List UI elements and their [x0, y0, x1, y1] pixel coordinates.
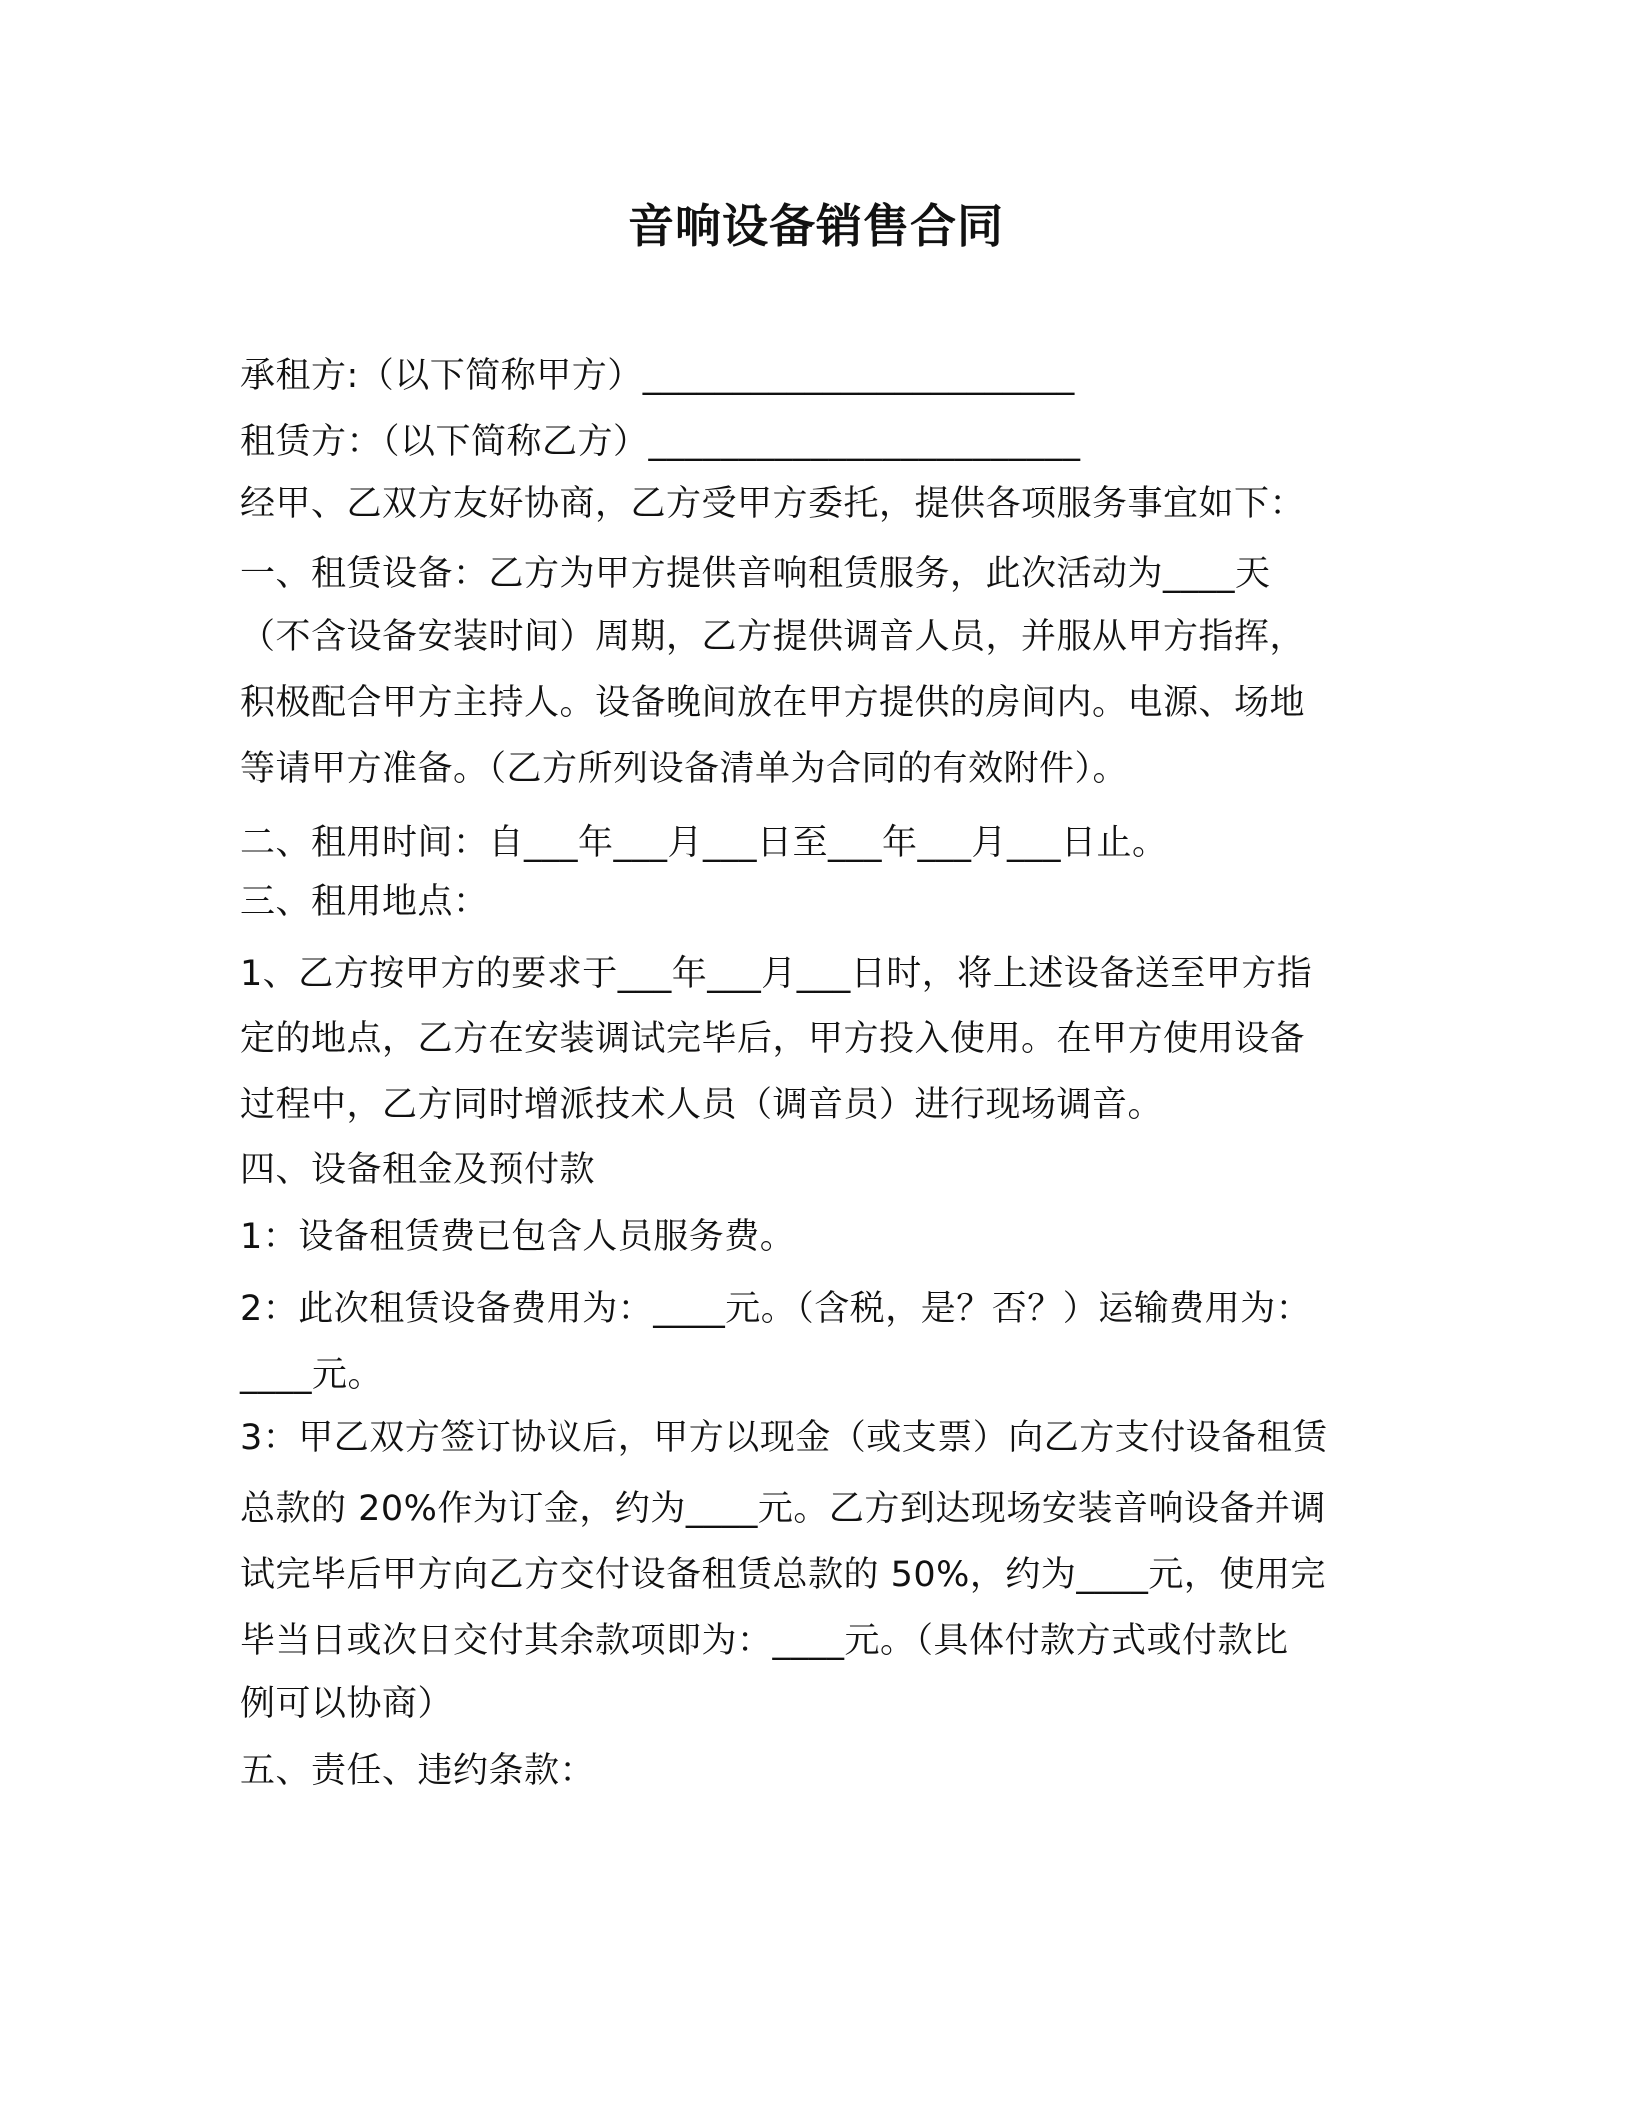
- party-a-line: 承租方:（以下简称甲方）________________________: [240, 356, 1075, 396]
- clause-1-line-1: 一、租赁设备：乙方为甲方提供音响租赁服务，此次活动为____天: [240, 554, 1271, 594]
- clause-3-item-1-line-3: 过程中，乙方同时增派技术人员（调音员）进行现场调音。: [240, 1085, 1164, 1125]
- clause-1-line-3: 积极配合甲方主持人。设备晚间放在甲方提供的房间内。电源、场地: [240, 683, 1306, 723]
- clause-3-heading: 三、租用地点：: [240, 882, 489, 922]
- document-title: 音响设备销售合同: [628, 199, 1004, 253]
- clause-4-item-3-line-3: 试完毕后甲方向乙方交付设备租赁总款的 50%，约为____元，使用完: [240, 1555, 1326, 1595]
- clause-5-heading: 五、责任、违约条款：: [240, 1751, 596, 1791]
- party-b-line: 租赁方：（以下简称乙方）________________________: [240, 422, 1081, 462]
- clause-3-item-1-line-2: 定的地点，乙方在安装调试完毕后，甲方投入使用。在甲方使用设备: [240, 1019, 1306, 1059]
- clause-4-item-3-line-2: 总款的 20%作为订金，约为____元。乙方到达现场安装音响设备并调: [240, 1489, 1326, 1529]
- clause-4-heading: 四、设备租金及预付款: [240, 1150, 596, 1190]
- clause-4-item-1: 1：设备租赁费已包含人员服务费。: [240, 1217, 796, 1257]
- clause-1-line-4: 等请甲方准备。（乙方所列设备清单为合同的有效附件）。: [240, 749, 1129, 789]
- intro-line: 经甲、乙双方友好协商，乙方受甲方委托，提供各项服务事宜如下：: [240, 484, 1306, 524]
- clause-4-item-2-line-2: ____元。: [240, 1355, 384, 1395]
- clause-4-item-3-line-5: 例可以协商）: [240, 1684, 454, 1724]
- clause-3-item-1-line-1: 1、乙方按甲方的要求于___年___月___日时，将上述设备送至甲方指: [240, 954, 1313, 994]
- clause-4-item-3-line-4: 毕当日或次日交付其余款项即为：____元。（具体付款方式或付款比: [240, 1621, 1289, 1661]
- clause-4-item-2-line-1: 2：此次租赁设备费用为：____元。（含税，是？否？）运输费用为：: [240, 1289, 1312, 1329]
- clause-1-line-2: （不含设备安装时间）周期，乙方提供调音人员，并服从甲方指挥，: [240, 617, 1306, 657]
- clause-2-line: 二、租用时间：自___年___月___日至___年___月___日止。: [240, 823, 1168, 863]
- clause-4-item-3-line-1: 3：甲乙双方签订协议后，甲方以现金（或支票）向乙方支付设备租赁: [240, 1418, 1328, 1458]
